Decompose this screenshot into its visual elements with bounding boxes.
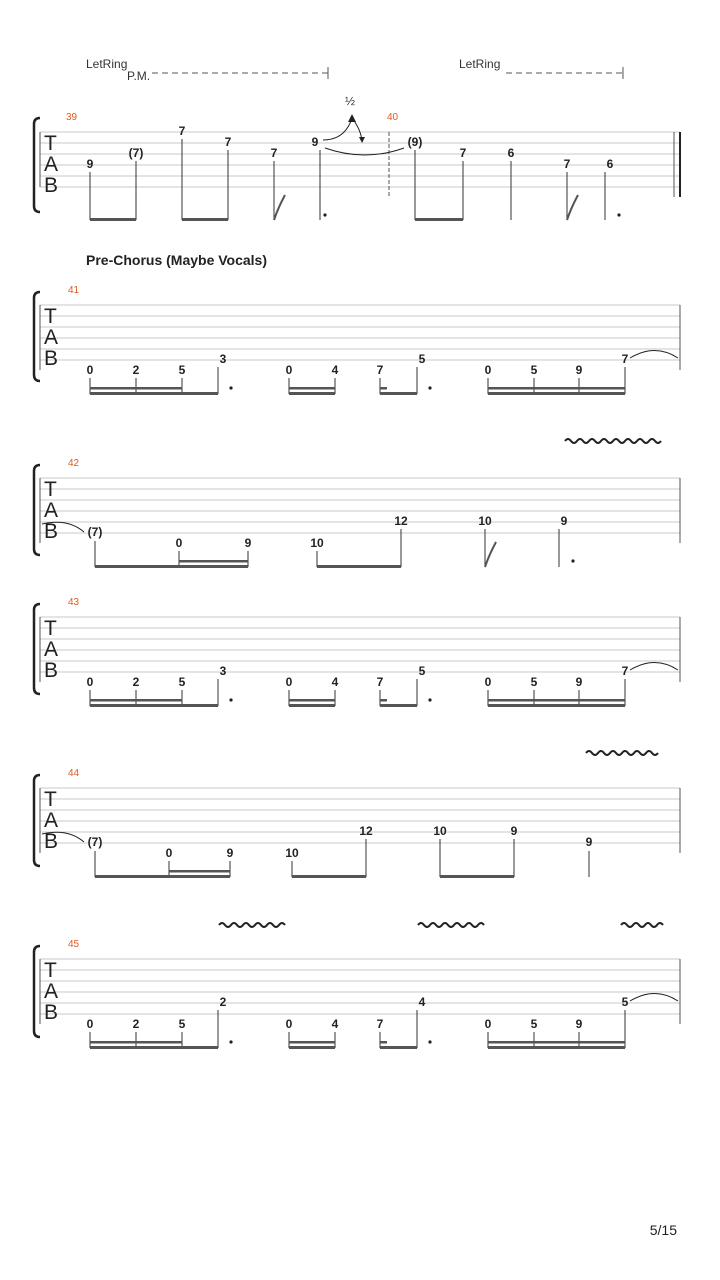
fret-number: 12 bbox=[359, 824, 373, 838]
bend-amount-label: ½ bbox=[345, 94, 356, 108]
tab-letter-t: T bbox=[44, 959, 57, 982]
fret-number: 2 bbox=[219, 995, 227, 1009]
note-stems bbox=[90, 679, 625, 706]
tab-letter-t: T bbox=[44, 478, 57, 501]
note-flag bbox=[567, 195, 578, 220]
let-ring-label-2: LetRing bbox=[459, 57, 501, 71]
dot bbox=[229, 1040, 232, 1043]
bar-number: 42 bbox=[68, 458, 80, 469]
fret-number: 5 bbox=[178, 1017, 186, 1031]
fret-number: 5 bbox=[418, 352, 426, 366]
note-beams bbox=[90, 218, 463, 221]
fret-number: 0 bbox=[484, 1017, 492, 1031]
arrow-head-up-icon bbox=[348, 114, 356, 122]
fret-number: 10 bbox=[478, 514, 492, 528]
tab-letter-b: B bbox=[44, 174, 59, 197]
fret-number: 0 bbox=[285, 675, 293, 689]
vibrato-icon bbox=[418, 923, 484, 927]
dot bbox=[428, 698, 431, 701]
system-2 bbox=[34, 285, 680, 395]
tie-arc bbox=[630, 351, 678, 359]
fret-number: 2 bbox=[132, 1017, 140, 1031]
fret-number: 5 bbox=[530, 363, 538, 377]
vibrato-icon bbox=[586, 751, 658, 755]
fret-number: (7) bbox=[87, 835, 103, 849]
fret-number: 0 bbox=[86, 1017, 94, 1031]
fret-number: 7 bbox=[376, 675, 384, 689]
fret-number: 9 bbox=[86, 157, 94, 171]
fret-number: 0 bbox=[285, 1017, 293, 1031]
fret-number: 9 bbox=[585, 835, 593, 849]
fret-number: 7 bbox=[459, 146, 467, 160]
fret-number: 2 bbox=[132, 675, 140, 689]
fret-number: 7 bbox=[224, 135, 232, 149]
fret-number: 7 bbox=[376, 363, 384, 377]
dot bbox=[571, 559, 574, 562]
fret-number: (7) bbox=[87, 525, 103, 539]
fret-number: 0 bbox=[86, 363, 94, 377]
section-title: Pre-Chorus (Maybe Vocals) bbox=[86, 252, 268, 268]
fret-number: 3 bbox=[219, 664, 227, 678]
tab-letter-t: T bbox=[44, 617, 57, 640]
tab-letter-t: T bbox=[44, 788, 57, 811]
fret-number: 5 bbox=[178, 675, 186, 689]
fret-number: (7) bbox=[128, 146, 144, 160]
fret-number: 5 bbox=[178, 363, 186, 377]
tab-letter-a: A bbox=[44, 499, 59, 522]
fret-number: 0 bbox=[484, 363, 492, 377]
vibrato-icon bbox=[565, 439, 661, 443]
fret-number: 0 bbox=[86, 675, 94, 689]
note-stems bbox=[90, 367, 625, 394]
note-beams bbox=[90, 1041, 625, 1049]
tab-letter-t: T bbox=[44, 132, 57, 155]
dot bbox=[229, 698, 232, 701]
fret-number: (9) bbox=[407, 135, 423, 149]
bar-number: 40 bbox=[387, 112, 399, 123]
tab-letter-b: B bbox=[44, 347, 59, 370]
tab-letter-b: B bbox=[44, 1001, 59, 1024]
system-6 bbox=[34, 923, 680, 1049]
note-flag bbox=[274, 195, 285, 220]
bar-number: 43 bbox=[68, 597, 80, 608]
fret-number: 9 bbox=[575, 675, 583, 689]
fret-number: 4 bbox=[331, 675, 339, 689]
fret-number: 5 bbox=[621, 995, 629, 1009]
fret-number: 10 bbox=[310, 536, 324, 550]
fret-number: 6 bbox=[507, 146, 515, 160]
bar-number: 41 bbox=[68, 285, 80, 296]
note-beams bbox=[90, 387, 625, 395]
tie-arc bbox=[630, 663, 678, 671]
dot bbox=[428, 1040, 431, 1043]
note-flag bbox=[485, 542, 496, 567]
tie-arc bbox=[630, 994, 678, 1002]
fret-number: 6 bbox=[606, 157, 614, 171]
fret-number: 0 bbox=[165, 846, 173, 860]
fret-number: 9 bbox=[244, 536, 252, 550]
fret-number: 5 bbox=[530, 675, 538, 689]
fret-number: 7 bbox=[270, 146, 278, 160]
tab-letter-a: A bbox=[44, 153, 59, 176]
system-3 bbox=[34, 439, 680, 568]
tab-letter-t: T bbox=[44, 305, 57, 328]
fret-number: 0 bbox=[285, 363, 293, 377]
fret-number: 9 bbox=[560, 514, 568, 528]
fret-number: 7 bbox=[376, 1017, 384, 1031]
note-beams bbox=[95, 870, 514, 878]
fret-number: 12 bbox=[394, 514, 408, 528]
tab-letter-b: B bbox=[44, 520, 59, 543]
fret-number: 7 bbox=[563, 157, 571, 171]
tab-letter-a: A bbox=[44, 980, 59, 1003]
fret-number: 5 bbox=[418, 664, 426, 678]
page-number: 5/15 bbox=[649, 1222, 677, 1238]
note-stems bbox=[95, 529, 559, 567]
fret-number: 0 bbox=[484, 675, 492, 689]
fret-number: 9 bbox=[575, 363, 583, 377]
system-4 bbox=[34, 597, 680, 707]
system-1 bbox=[34, 94, 680, 221]
dot bbox=[617, 213, 620, 216]
fret-number: 9 bbox=[311, 135, 319, 149]
fret-number: 0 bbox=[175, 536, 183, 550]
arrow-head-down-icon bbox=[359, 137, 365, 143]
let-ring-label: LetRing bbox=[86, 57, 128, 71]
bar-number: 39 bbox=[66, 112, 78, 123]
dot bbox=[428, 386, 431, 389]
tab-letter-a: A bbox=[44, 326, 59, 349]
fret-number: 4 bbox=[331, 363, 339, 377]
dot bbox=[323, 213, 326, 216]
system-bracket bbox=[34, 118, 40, 212]
tab-letter-b: B bbox=[44, 830, 59, 853]
bar-number: 45 bbox=[68, 939, 80, 950]
tab-letter-a: A bbox=[44, 638, 59, 661]
fret-number: 9 bbox=[226, 846, 234, 860]
fret-number: 9 bbox=[575, 1017, 583, 1031]
tab-letter-b: B bbox=[44, 659, 59, 682]
note-stems bbox=[90, 139, 605, 220]
fret-number: 4 bbox=[418, 995, 426, 1009]
bar-number: 44 bbox=[68, 768, 80, 779]
fret-number: 3 bbox=[219, 352, 227, 366]
palm-mute-label: P.M. bbox=[127, 69, 151, 83]
fret-number: 7 bbox=[621, 664, 629, 678]
fret-number: 5 bbox=[530, 1017, 538, 1031]
fret-number: 10 bbox=[285, 846, 299, 860]
dot bbox=[229, 386, 232, 389]
bend-arrow-up bbox=[323, 118, 352, 140]
system-5 bbox=[34, 751, 680, 878]
note-beams bbox=[90, 699, 625, 707]
fret-number: 9 bbox=[510, 824, 518, 838]
fret-number: 4 bbox=[331, 1017, 339, 1031]
vibrato-icon bbox=[219, 923, 285, 927]
fret-number: 7 bbox=[621, 352, 629, 366]
fret-number: 2 bbox=[132, 363, 140, 377]
fret-number: 7 bbox=[178, 124, 186, 138]
tab-letter-a: A bbox=[44, 809, 59, 832]
fret-number: 10 bbox=[433, 824, 447, 838]
vibrato-icon bbox=[621, 923, 663, 927]
